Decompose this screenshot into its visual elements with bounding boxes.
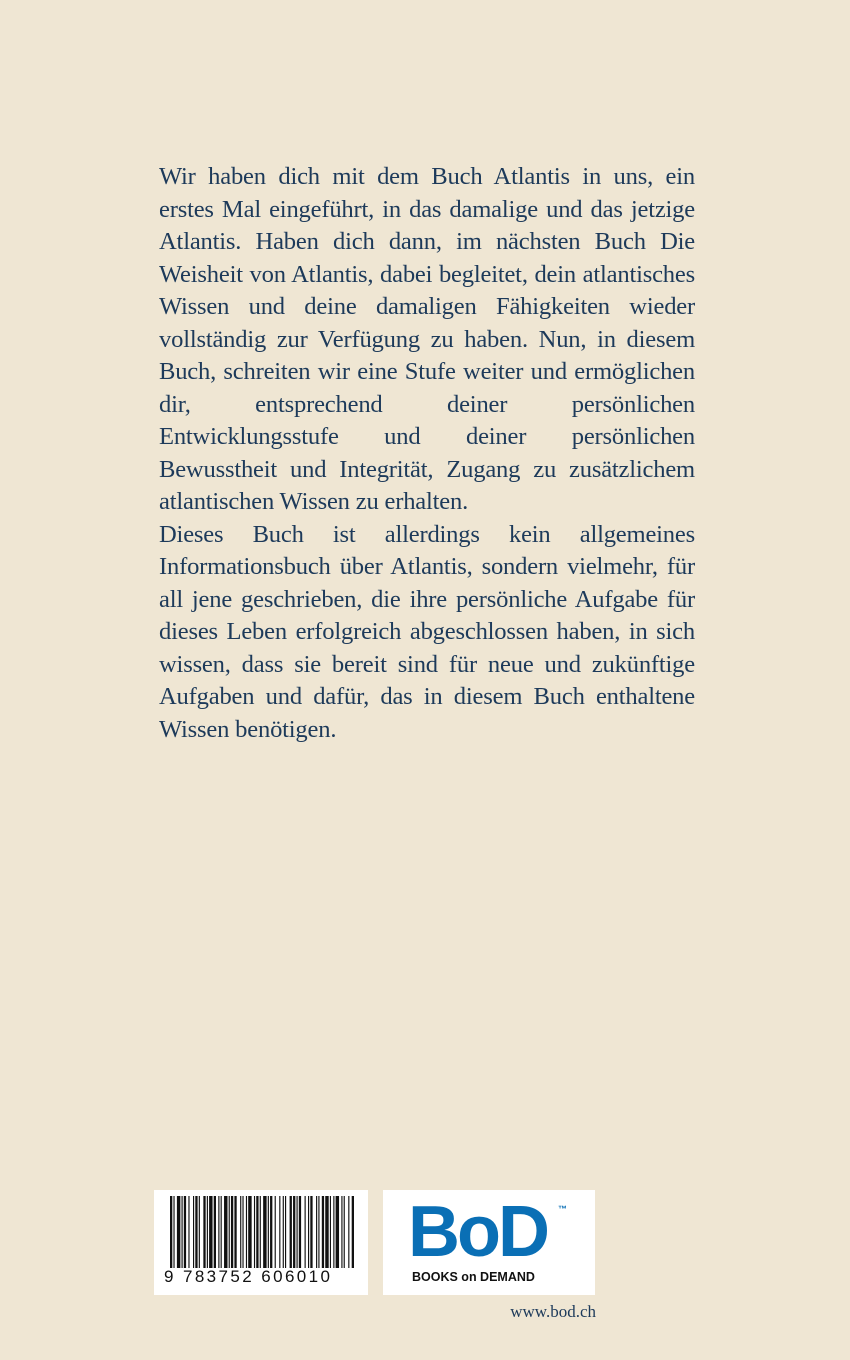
barcode-bar — [268, 1196, 269, 1268]
isbn-barcode — [154, 1190, 368, 1295]
blurb-paragraph-2: Dieses Buch ist allerdings kein allgemeines Informationsbuch über Atlantis, sondern vielmehr, für all jene geschrieben, die ihre persönliche Aufgabe für dieses Leben erfolgreich abgeschlossen haben, in sich wissen, dass sie bereit sind für neue und zukünftige Aufgaben und dafür, das in diesem Buch enthaltene Wissen benötigen. — [159, 520, 695, 743]
barcode-bar — [234, 1196, 236, 1268]
barcode-bar — [214, 1196, 216, 1268]
trademark-mark: ™ — [558, 1204, 567, 1214]
barcode-bar — [316, 1196, 317, 1268]
barcode-bar — [352, 1196, 354, 1268]
barcode-bar — [341, 1196, 342, 1268]
barcode-bar — [173, 1196, 174, 1268]
barcode-bar — [325, 1196, 328, 1268]
barcode-bar — [348, 1196, 349, 1268]
barcode-bar — [270, 1196, 272, 1268]
barcode-bar — [308, 1196, 309, 1268]
barcode-bar — [207, 1196, 208, 1268]
barcode-bar — [231, 1196, 233, 1268]
barcode-bar — [336, 1196, 339, 1268]
barcode-bar — [293, 1196, 295, 1268]
barcode-bar — [254, 1196, 255, 1268]
barcode-bar — [188, 1196, 189, 1268]
barcode-bar — [305, 1196, 306, 1268]
barcode-bars — [170, 1196, 354, 1268]
barcode-bar — [318, 1196, 319, 1268]
barcode-bar — [195, 1196, 197, 1268]
barcode-bar — [246, 1196, 247, 1268]
barcode-bar — [218, 1196, 219, 1268]
barcode-bar — [333, 1196, 334, 1268]
barcode-bar — [193, 1196, 194, 1268]
barcode-bar — [256, 1196, 258, 1268]
publisher-url-link[interactable]: www.bod.ch — [510, 1302, 596, 1321]
back-cover-blurb — [159, 161, 695, 746]
barcode-bar — [260, 1196, 261, 1268]
barcode-bar — [330, 1196, 331, 1268]
barcode-bar — [224, 1196, 227, 1268]
barcode-bar — [310, 1196, 312, 1268]
barcode-bar — [297, 1196, 298, 1268]
blurb-paragraph-1: Wir haben dich mit dem Buch Atlantis in uns, ein erstes Mal eingeführt, in das damalige und das jetzige Atlantis. Haben dich dann, im nächsten Buch Die Weisheit von Atlantis, dabei begleitet, dein atlantisches Wissen und deine damaligen Fähigkeiten wieder vollständig zur Verfügung zu haben. Nun, in diesem Buch, schreiten wir eine Stufe weiter und ermöglichen dir, entsprechend deiner persönlichen Entwicklungsstufe und deiner persönlichen Bewusstheit und Integrität, Zugang zu zusätzlichem atlantischen Wissen zu erhalten. — [159, 163, 695, 515]
barcode-bar — [290, 1196, 292, 1268]
publisher-tagline: BOOKS on DEMAND — [412, 1270, 535, 1284]
barcode-bar — [199, 1196, 200, 1268]
barcode-bar — [285, 1196, 286, 1268]
barcode-bar — [322, 1196, 324, 1268]
barcode-bar — [248, 1196, 251, 1268]
barcode-bar — [344, 1196, 345, 1268]
barcode-bar — [283, 1196, 284, 1268]
barcode-bar — [221, 1196, 222, 1268]
barcode-bar — [184, 1196, 186, 1268]
barcode-bar — [170, 1196, 172, 1268]
barcode-bar — [263, 1196, 266, 1268]
barcode-bar — [240, 1196, 241, 1268]
barcode-bar — [275, 1196, 276, 1268]
barcode-bar — [242, 1196, 243, 1268]
barcode-bar — [229, 1196, 230, 1268]
barcode-bar — [182, 1196, 183, 1268]
publisher-logo-box — [383, 1190, 595, 1295]
barcode-bar — [299, 1196, 301, 1268]
barcode-bar — [209, 1196, 212, 1268]
barcode-digits: 9 783752 606010 — [164, 1267, 333, 1286]
bod-logo: BoD — [408, 1192, 547, 1272]
barcode-bar — [177, 1196, 180, 1268]
barcode-bar — [279, 1196, 280, 1268]
barcode-bar — [203, 1196, 205, 1268]
